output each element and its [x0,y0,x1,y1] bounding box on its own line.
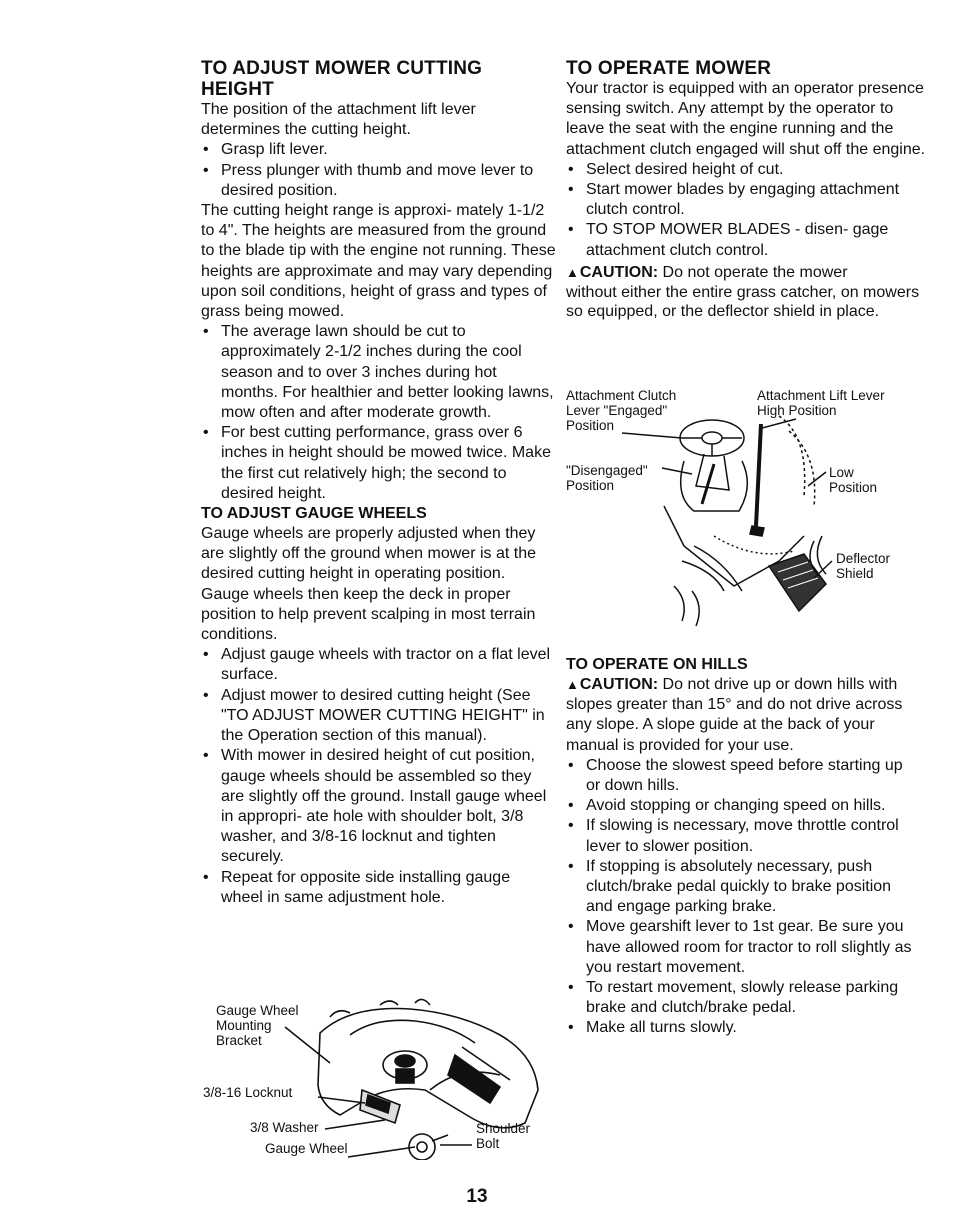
caution-note [566,263,926,283]
list-item: • Adjust mower to desired cutting height (See "TO ADJUST MOWER CUTTING HEIGHT" in the Operation section of this manual). [201,686,556,747]
list-item: • Avoid stopping or changing speed on hills. [566,796,916,816]
page-number: 13 [466,1186,488,1207]
label-line: Attachment Lift Lever [757,388,885,403]
paragraph: The cutting height range is approxi- mately 1-1/2 to 4". The heights are measured from the ground to the blade tip with the engine not running. These heights are approximate and may vary depending upon soil conditions, height of grass and types of grass being mowed. [201,202,556,321]
list-item: • Start mower blades by engaging attachment clutch control. [566,180,926,220]
label-lift-lever-high [757,388,885,418]
label-line: Gauge Wheel [216,1003,299,1018]
list-item: • To restart movement, slowly release parking brake and clutch/brake pedal. [566,978,916,1018]
list-item: • Choose the slowest speed before starting up or down hills. [566,756,916,796]
list-item: • Adjust gauge wheels with tractor on a flat level surface. [201,645,556,685]
caution-note [566,675,916,756]
caution-text: Do not drive up or down hills with slopes greater than 15° and do not drive across any slope. A slope guide at the back of your manual is provided for your use. [566,676,903,754]
heading-adjust-gauge-wheels: TO ADJUST GAUGE WHEELS [201,505,427,523]
label-line: Bracket [216,1033,262,1048]
label-line: Deflector [836,551,891,566]
label-line: Shoulder [476,1121,531,1136]
label-line: "Disengaged" [566,463,648,478]
paragraph: without either the entire grass catcher, on mowers so equipped, or the deflector shield in place. [566,283,920,321]
list-item: • Select desired height of cut. [566,160,926,180]
label-clutch-engaged [566,388,676,433]
caution-label: CAUTION: [579,676,659,693]
heading-line-1: TO ADJUST MOWER CUTTING [201,58,483,79]
caution-text: Do not operate the mower [658,263,848,281]
label-line: Position [566,418,615,433]
label-line: Lever "Engaged" [566,403,668,418]
list-item: • For best cutting performance, grass over 6 inches in height should be mowed twice. Make the first cut relatively high; the second to desired height. [201,423,556,504]
caution-label: CAUTION: [579,263,659,281]
label-gauge-wheel: Gauge Wheel [265,1141,348,1156]
label-line: Bolt [476,1136,500,1151]
list-item: • Repeat for opposite side installing gauge wheel in same adjustment hole. [201,868,556,908]
list-item: • Press plunger with thumb and move lever to desired position. [201,161,556,201]
heading-operate-on-hills: TO OPERATE ON HILLS [566,656,748,673]
paragraph: Gauge wheels are properly adjusted when they are slightly off the ground when mower is at the desired cutting height in operating position. Gauge wheels then keep the deck in proper position to help prevent scalping in most terrain conditions. [201,525,536,644]
right-column [566,58,926,322]
warning-icon: ▲ [566,677,579,692]
bullet-list [566,756,916,1039]
list-item: • If slowing is necessary, move throttle control lever to slower position. [566,816,916,856]
left-column [201,58,556,908]
label-line: Position [566,478,615,493]
label-deflector-shield [836,551,890,581]
heading-line-2: HEIGHT [201,79,274,100]
label-low-position [829,465,877,495]
label-disengaged [566,463,648,493]
bullet-list [201,645,556,908]
warning-icon: ▲ [566,264,579,280]
list-item: • With mower in desired height of cut position, gauge wheels should be assembled so they are slightly off the ground. Install gauge wheel in appropri- ate hole with shoulder bolt, 3/8 washer, and 3/8-16 locknut and tighten securely. [201,746,556,867]
label-line: Mounting [216,1018,272,1033]
label-line: Attachment Clutch [566,388,677,403]
paragraph: Your tractor is equipped with an operator presence sensing switch. Any attempt by the operator to leave the seat with the engine running and the attachment clutch engaged will shut off the engine. [566,80,926,158]
tractor-controls-figure [564,386,914,636]
list-item: • TO STOP MOWER BLADES - disen- gage attachment clutch control. [566,220,926,260]
label-line: Position [829,480,878,495]
list-item: • Move gearshift lever to 1st gear. Be sure you have allowed room for tractor to roll slightly as you restart movement. [566,917,916,978]
label-locknut: 3/8-16 Locknut [203,1085,293,1100]
label-washer: 3/8 Washer [250,1120,319,1135]
label-gauge-wheel-mounting-bracket [216,1003,299,1048]
bullet-list [201,322,556,504]
bullet-list [566,160,926,261]
paragraph: The position of the attachment lift lever determines the cutting height. [201,101,476,139]
label-line: High Position [757,403,837,418]
list-item: • Grasp lift lever. [201,140,556,160]
label-line: Low [829,465,854,480]
heading-operate-mower: TO OPERATE MOWER [566,58,772,79]
list-item: • If stopping is absolutely necessary, push clutch/brake pedal quickly to brake position and engage parking brake. [566,857,916,918]
label-line: Shield [836,566,874,581]
list-item: • The average lawn should be cut to approximately 2-1/2 inches during the cool season and to over 3 inches during hot months. For healthier and better looking lawns, mow often and after moderate growth. [201,322,556,423]
list-item: • Make all turns slowly. [566,1018,916,1038]
bullet-list [201,140,556,201]
label-shoulder-bolt [476,1121,530,1151]
heading-adjust-cutting-height [201,58,556,100]
gauge-wheel-figure [200,995,550,1160]
hills-section [566,655,916,1039]
